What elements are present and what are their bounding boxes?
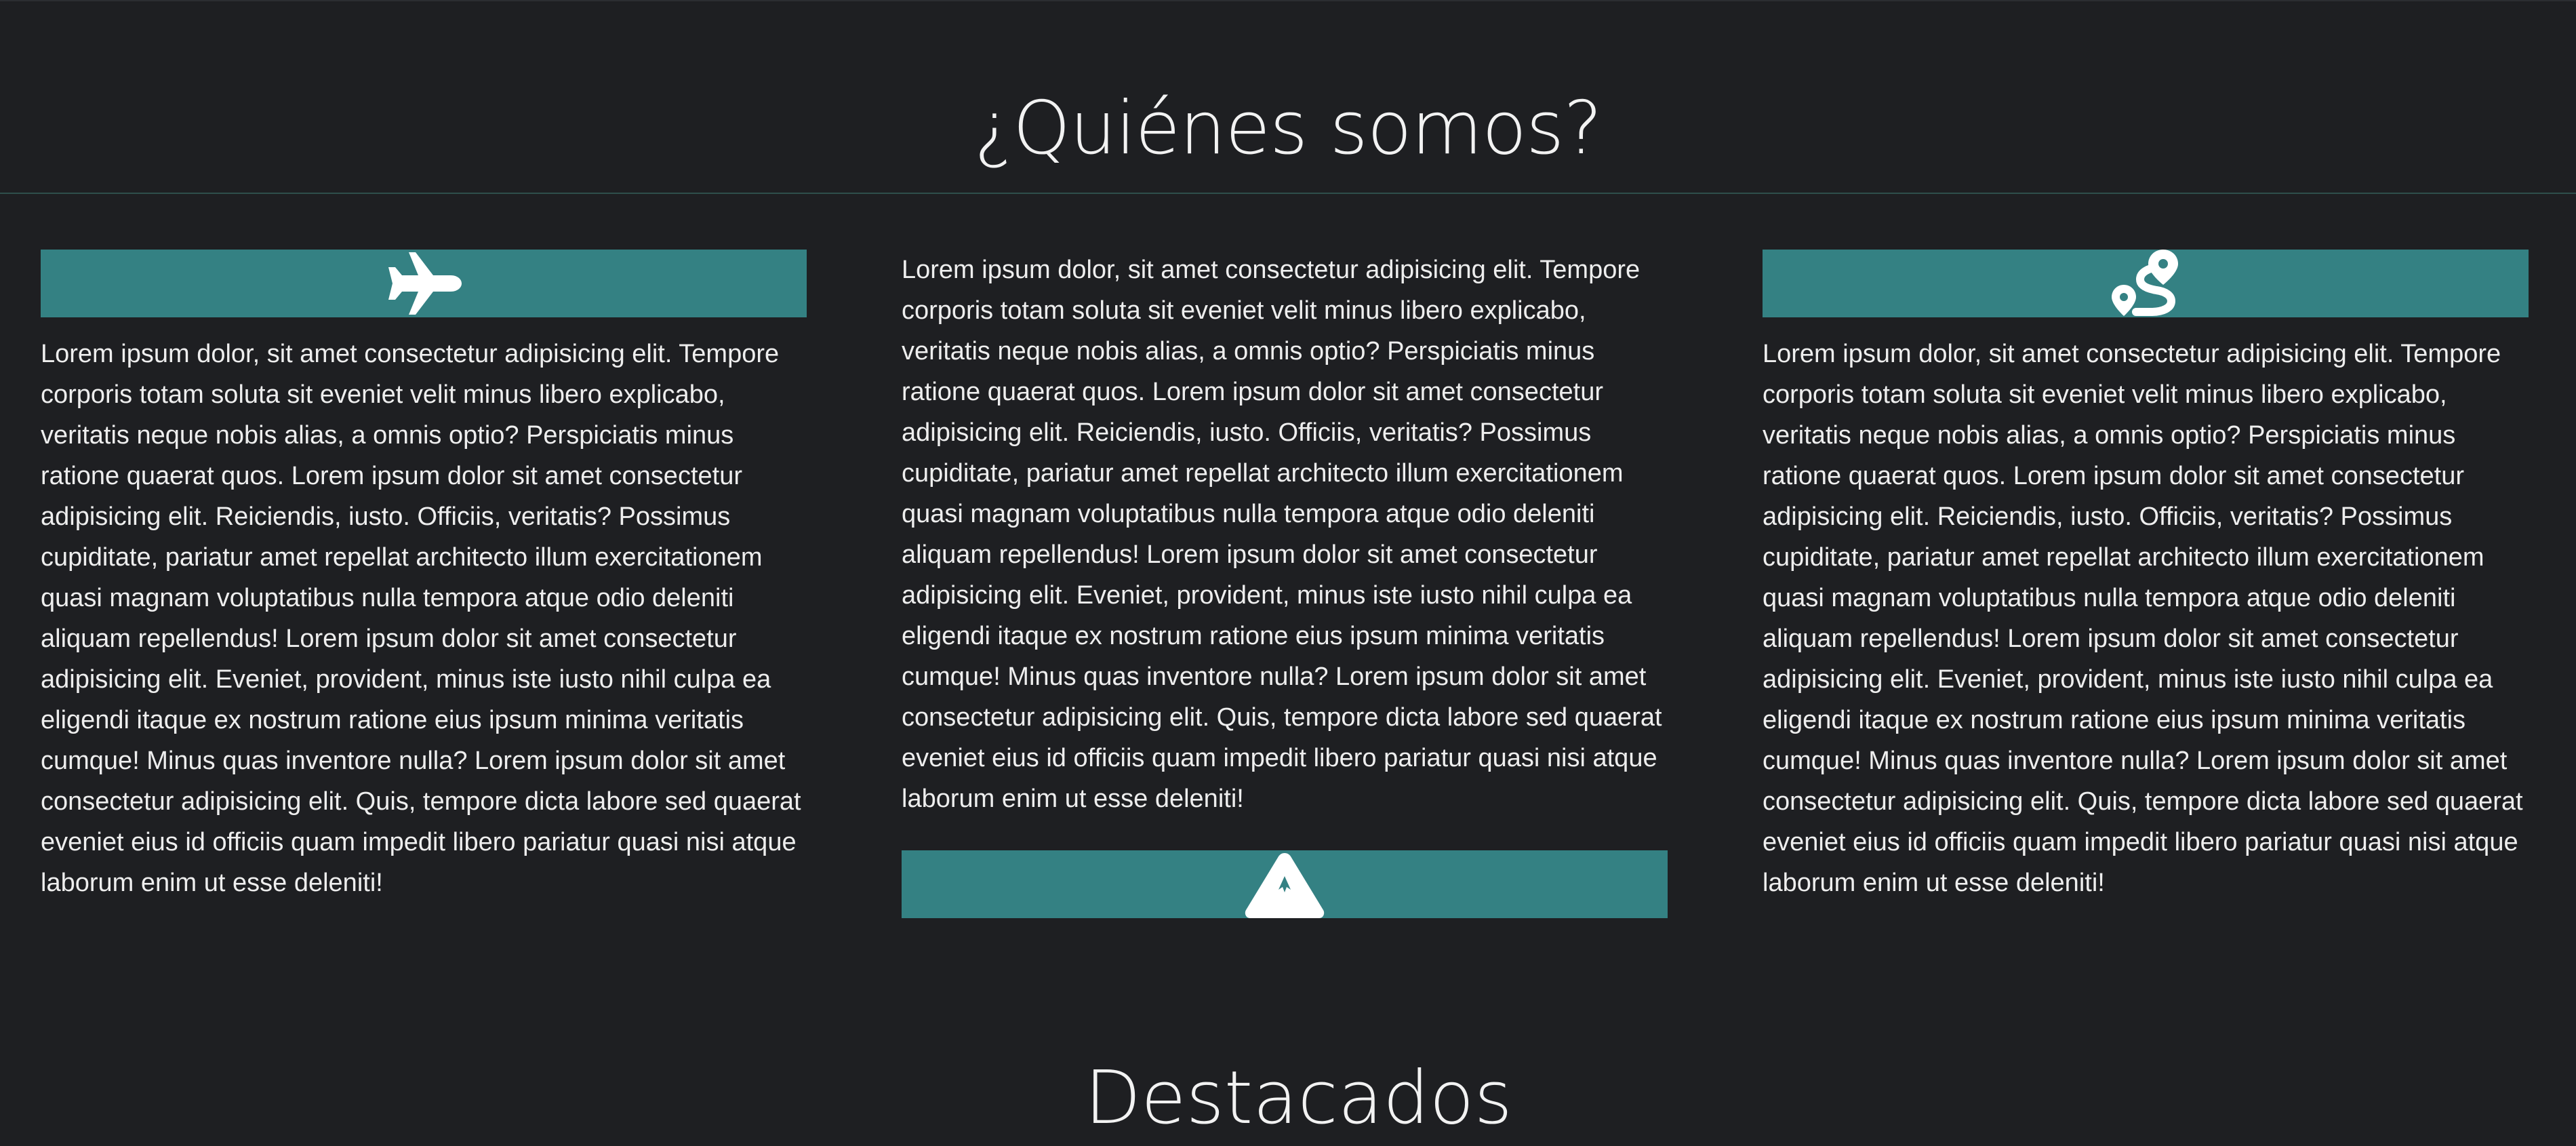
section-title: ¿Quiénes somos? <box>974 86 1602 171</box>
route-icon <box>2109 250 2182 317</box>
column-2-text: Lorem ipsum dolor, sit amet consectetur adipisicing elit. Tempore corporis totam soluta sit eveniet velit minus libero explicabo, veritatis neque nobis alias, a omnis optio? Perspiciatis minus ratione quaerat quos. Lorem ipsum dolor sit amet consectetur adipisicing elit. Reiciendis, iusto. Officiis, veritatis? Possimus cupiditate, pariatur amet repellat architecto illum exercitationem quasi magnam voluptatibus nulla tempora atque odio deleniti aliquam repellendus! Lorem ipsum dolor sit amet consectetur adipisicing elit. Eveniet, provident, minus iste iusto nihil culpa ea eligendi itaque ex nostrum ratione eius ipsum minima veritatis cumque! Minus quas inventore nulla? Lorem ipsum dolor sit amet consectetur adipisicing elit. Quis, tempore dicta labore sed quaerat eveniet eius id officiis quam impedit libero pariatur quasi nisi atque laborum enim ut esse deleniti! <box>902 256 1662 813</box>
about-column-1 <box>41 250 807 903</box>
about-column-2 <box>902 250 1668 918</box>
title-divider <box>0 193 2576 194</box>
column-3-text: Lorem ipsum dolor, sit amet consectetur adipisicing elit. Tempore corporis totam soluta sit eveniet velit minus libero explicabo, veritatis neque nobis alias, a omnis optio? Perspiciatis minus ratione quaerat quos. Lorem ipsum dolor sit amet consectetur adipisicing elit. Reiciendis, iusto. Officiis, veritatis? Possimus cupiditate, pariatur amet repellat architecto illum exercitationem quasi magnam voluptatibus nulla tempora atque odio deleniti aliquam repellendus! Lorem ipsum dolor sit amet consectetur adipisicing elit. Eveniet, provident, minus iste iusto nihil culpa ea eligendi itaque ex nostrum ratione eius ipsum minima veritatis cumque! Minus quas inventore nulla? Lorem ipsum dolor sit amet consectetur adipisicing elit. Quis, tempore dicta labore sed quaerat eveniet eius id officiis quam impedit libero pariatur quasi nisi atque laborum enim ut esse deleniti! <box>1763 340 2523 897</box>
next-section-title: Destacados <box>1085 1056 1512 1141</box>
icon-band-mountain <box>902 850 1668 918</box>
mountain-icon <box>1242 850 1327 918</box>
column-1-text: Lorem ipsum dolor, sit amet consectetur adipisicing elit. Tempore corporis totam soluta sit eveniet velit minus libero explicabo, veritatis neque nobis alias, a omnis optio? Perspiciatis minus ratione quaerat quos. Lorem ipsum dolor sit amet consectetur adipisicing elit. Reiciendis, iusto. Officiis, veritatis? Possimus cupiditate, pariatur amet repellat architecto illum exercitationem quasi magnam voluptatibus nulla tempora atque odio deleniti aliquam repellendus! Lorem ipsum dolor sit amet consectetur adipisicing elit. Eveniet, provident, minus iste iusto nihil culpa ea eligendi itaque ex nostrum ratione eius ipsum minima veritatis cumque! Minus quas inventore nulla? Lorem ipsum dolor sit amet consectetur adipisicing elit. Quis, tempore dicta labore sed quaerat eveniet eius id officiis quam impedit libero pariatur quasi nisi atque laborum enim ut esse deleniti! <box>41 340 801 897</box>
airplane-icon <box>386 250 462 317</box>
top-divider <box>0 0 2576 1</box>
icon-band-airplane <box>41 250 807 317</box>
about-column-3 <box>1763 250 2529 903</box>
icon-band-route <box>1763 250 2529 317</box>
